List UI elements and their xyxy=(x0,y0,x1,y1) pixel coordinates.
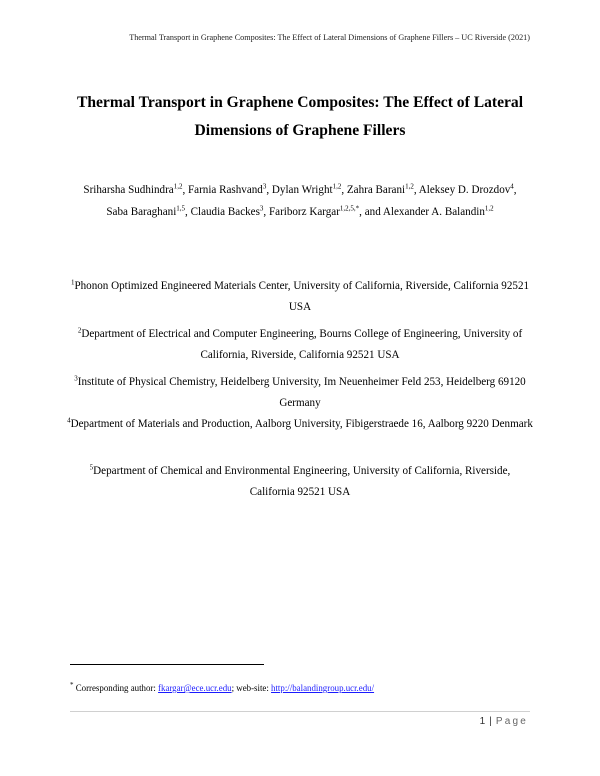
paper-title xyxy=(60,89,540,145)
author xyxy=(383,206,494,218)
affiliation-text: Department of Electrical and Computer Engineering, Bourns College of Engineering, University of California, Riverside, California 92521 USA xyxy=(81,328,523,361)
author-name: Fariborz Kargar xyxy=(268,206,340,218)
author-affiliation-mark: 1,2 xyxy=(332,182,342,191)
affiliation-number: 1 xyxy=(70,278,75,287)
page-label: Page xyxy=(495,716,528,727)
page-number xyxy=(480,716,528,727)
author-affiliation-mark: 1,2,5,* xyxy=(339,204,360,213)
author xyxy=(419,184,517,196)
title-line-1: Thermal Transport in Graphene Composites: The Effect of Lateral xyxy=(76,94,524,111)
author-name: Aleksey D. Drozdov xyxy=(418,184,511,196)
author-separator: , xyxy=(182,184,188,196)
author-name: Claudia Backes xyxy=(190,206,260,218)
author xyxy=(269,206,383,218)
author-name: Saba Baraghani xyxy=(106,206,177,218)
author-affiliation-mark: 1,2 xyxy=(484,204,494,213)
affiliation-2 xyxy=(66,324,534,366)
footnote-mark: * xyxy=(70,681,74,690)
author xyxy=(191,206,269,218)
affiliation-text: Phonon Optimized Engineered Materials Center, University of California, Riverside, California 92521 USA xyxy=(74,280,530,313)
page-number-value: 1 xyxy=(479,716,486,727)
affiliation-number: 2 xyxy=(77,326,82,335)
author-affiliation-mark: 1,2 xyxy=(405,182,414,191)
author-affiliation-mark: 3 xyxy=(259,204,264,213)
author-separator: , and xyxy=(359,206,383,218)
author xyxy=(272,184,347,196)
affiliation-4 xyxy=(66,414,534,435)
affiliation-5 xyxy=(66,461,534,503)
corresponding-author-footnote xyxy=(70,683,374,693)
author-separator: , xyxy=(413,184,419,196)
affiliation-number: 4 xyxy=(67,416,71,425)
author-affiliation-mark: 4 xyxy=(510,182,514,191)
author-separator: , xyxy=(513,184,517,196)
affiliation-3 xyxy=(66,372,534,414)
author-name: Zahra Barani xyxy=(346,184,406,196)
author-name: Sriharsha Sudhindra xyxy=(83,184,174,196)
footer-divider xyxy=(70,711,530,712)
author-separator: , xyxy=(266,184,272,196)
affiliation-text: Institute of Physical Chemistry, Heidelberg University, Im Neuenheimer Feld 253, Heidelberg 69120 Germany xyxy=(77,376,526,409)
author-name: Alexander A. Balandin xyxy=(382,206,485,218)
author xyxy=(188,184,272,196)
author-affiliation-mark: 1,5 xyxy=(176,204,186,213)
corresponding-email-link[interactable]: fkargar@ece.ucr.edu xyxy=(158,683,232,693)
footnote-divider xyxy=(70,664,264,665)
affiliation-text: Department of Chemical and Environmental Engineering, University of California, Riverside, California 92521 USA xyxy=(93,465,511,498)
author-list xyxy=(82,179,518,223)
affiliation-number: 3 xyxy=(74,374,78,383)
author xyxy=(347,184,419,196)
website-link[interactable]: http://balandingroup.ucr.edu/ xyxy=(271,683,375,693)
author-name: Dylan Wright xyxy=(271,184,333,196)
author-affiliation-mark: 1,2 xyxy=(173,182,183,191)
affiliation-number: 5 xyxy=(89,463,94,472)
author-name: Farnia Rashvand xyxy=(187,184,263,196)
title-line-2: Dimensions of Graphene Fillers xyxy=(194,122,406,139)
page-separator: | xyxy=(489,716,492,727)
author-separator: , xyxy=(341,184,347,196)
footnote-prefix: Corresponding author: xyxy=(73,683,159,693)
affiliation-1 xyxy=(66,276,534,318)
author-separator: , xyxy=(185,206,191,218)
running-header: Thermal Transport in Graphene Composites: The Effect of Lateral Dimensions of Graphene Fillers – UC Riverside (2021) xyxy=(129,33,530,42)
affiliation-text: Department of Materials and Production, Aalborg University, Fibigerstraede 16, Aalborg 9220 Denmark xyxy=(70,418,533,430)
author xyxy=(83,184,188,196)
author-affiliation-mark: 3 xyxy=(262,182,267,191)
footnote-middle: ; web-site: xyxy=(231,683,272,693)
author xyxy=(106,206,190,218)
author-separator: , xyxy=(263,206,269,218)
